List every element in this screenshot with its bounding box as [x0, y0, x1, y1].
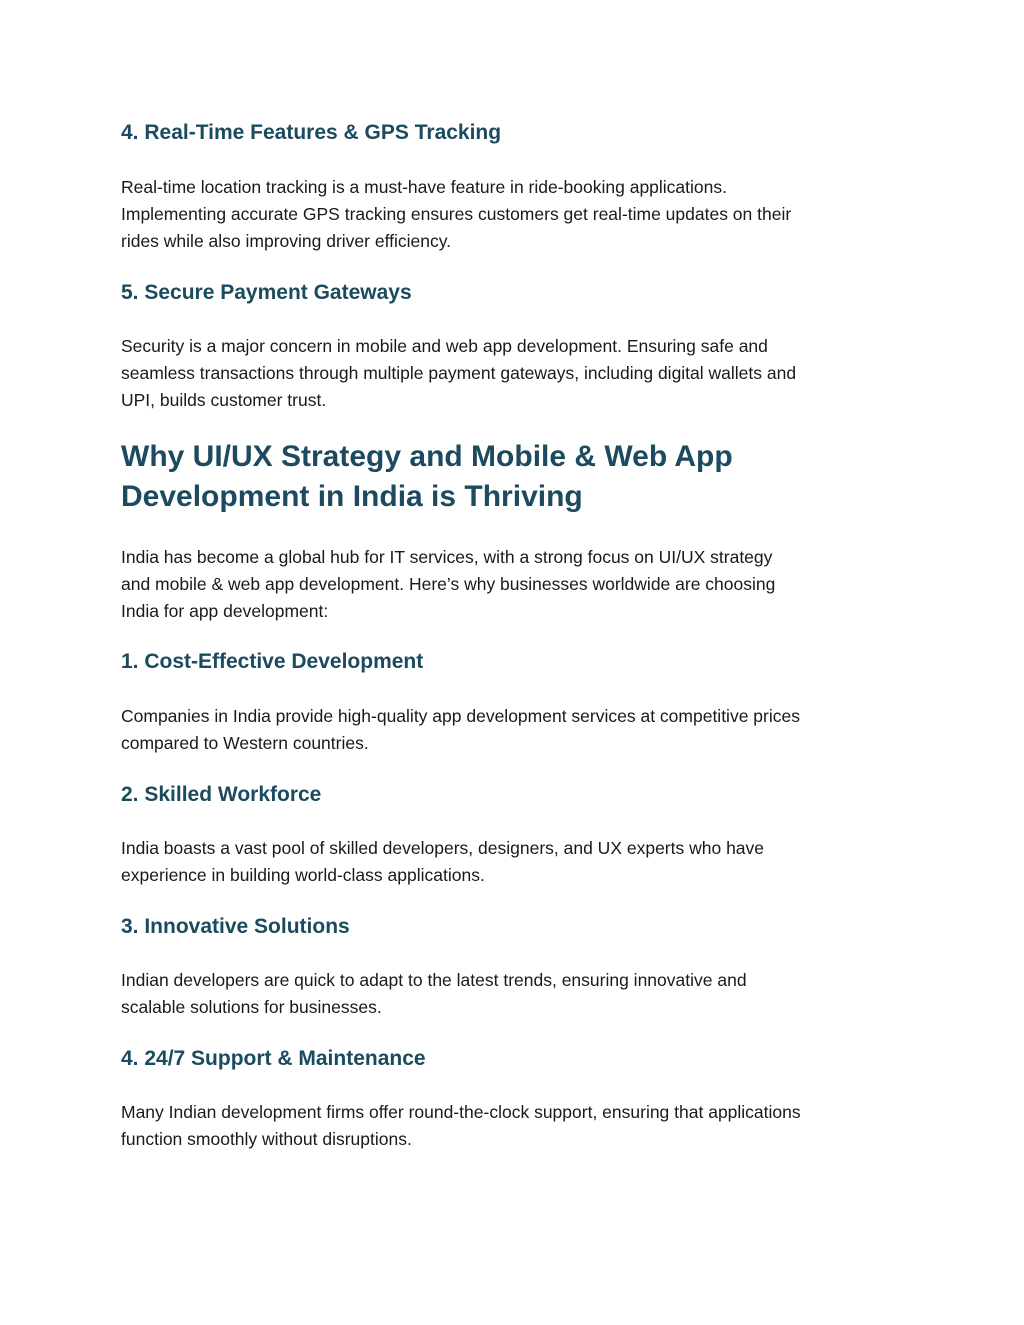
paragraph-secure-payment [121, 333, 921, 414]
paragraph-innovative-solutions [121, 967, 921, 1021]
paragraph-why-india [121, 544, 921, 625]
heading-innovative-solutions: 3. Innovative Solutions [121, 915, 350, 938]
paragraph-line: seamless transactions through multiple payment gateways, including digital wallets and [121, 363, 797, 383]
paragraph-line: Implementing accurate GPS tracking ensures customers get real-time updates on their [121, 204, 792, 224]
paragraph-line: India for app development: [121, 601, 329, 621]
paragraph-support-maintenance [121, 1099, 921, 1153]
paragraph-line: rides while also improving driver efficiency. [121, 231, 452, 251]
heading-cost-effective: 1. Cost-Effective Development [121, 650, 424, 673]
paragraph-line: India has become a global hub for IT services, with a strong focus on UI/UX strategy [121, 547, 773, 567]
section-title-why-india [121, 437, 733, 517]
paragraph-realtime-features [121, 174, 921, 255]
paragraph-line: and mobile & web app development. Here’s why businesses worldwide are choosing [121, 574, 776, 594]
heading-skilled-workforce: 2. Skilled Workforce [121, 783, 322, 806]
heading-support-maintenance: 4. 24/7 Support & Maintenance [121, 1047, 426, 1070]
paragraph-line: Many Indian development firms offer round-the-clock support, ensuring that applications [121, 1102, 801, 1122]
paragraph-line: India boasts a vast pool of skilled developers, designers, and UX experts who have [121, 838, 765, 858]
paragraph-cost-effective [121, 703, 921, 757]
paragraph-line: function smoothly without disruptions. [121, 1129, 412, 1149]
paragraph-line: compared to Western countries. [121, 733, 369, 753]
paragraph-line: UPI, builds customer trust. [121, 390, 327, 410]
paragraph-line: Indian developers are quick to adapt to the latest trends, ensuring innovative and [121, 970, 747, 990]
heading-realtime-features: 4. Real-Time Features & GPS Tracking [121, 121, 502, 144]
section-title-line: Development in India is Thriving [121, 480, 583, 513]
paragraph-line: Security is a major concern in mobile and web app development. Ensuring safe and [121, 336, 768, 356]
paragraph-skilled-workforce [121, 835, 921, 889]
section-title-line: Why UI/UX Strategy and Mobile & Web App [121, 440, 733, 473]
paragraph-line: Companies in India provide high-quality app development services at competitive prices [121, 706, 800, 726]
paragraph-line: scalable solutions for businesses. [121, 997, 382, 1017]
paragraph-line: Real-time location tracking is a must-have feature in ride-booking applications. [121, 177, 727, 197]
paragraph-line: experience in building world-class applications. [121, 865, 485, 885]
heading-secure-payment: 5. Secure Payment Gateways [121, 281, 412, 304]
